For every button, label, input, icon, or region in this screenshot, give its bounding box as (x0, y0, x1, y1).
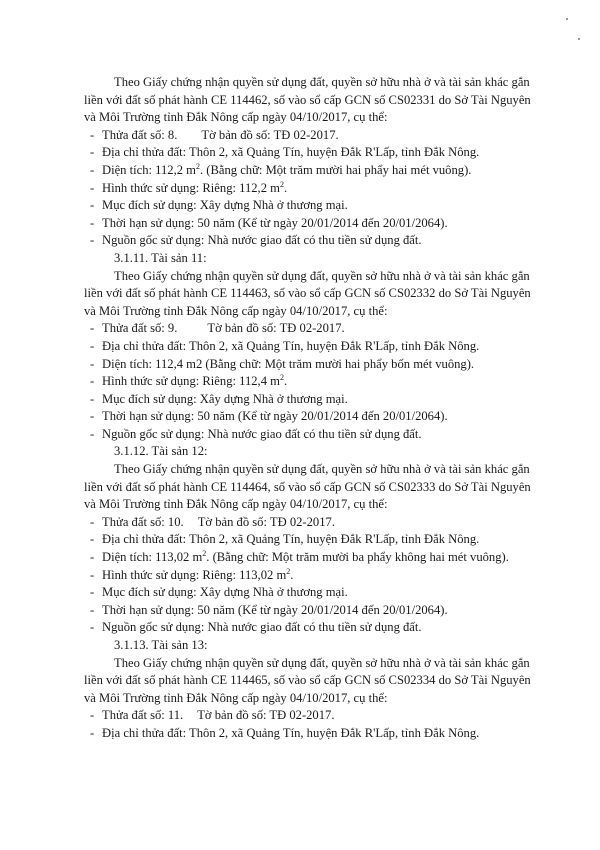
parcel-address: Địa chỉ thửa đất: Thôn 2, xã Quảng Tín, huyện Đắk R'Lấp, tỉnh Đắk Nông. (102, 338, 480, 353)
origin-bullet (84, 426, 524, 444)
term-bullet (84, 215, 524, 233)
certificate-line: Theo Giấy chứng nhận quyền sử dụng đất, quyền sở hữu nhà ở và tài sản khác gắn (114, 75, 530, 89)
parcel-number: Thửa đất số: 9. (102, 321, 178, 336)
usage-origin: Nguồn gốc sử dụng: Nhà nước giao đất có thu tiền sử dụng đất. (102, 426, 422, 441)
bullet-dash: - (90, 585, 95, 600)
bullet-dash: - (90, 409, 95, 424)
usage-form-bullet (84, 567, 524, 585)
parcel-bullet (84, 320, 524, 338)
usage-origin: Nguồn gốc sử dụng: Nhà nước giao đất có thu tiền sử dụng đất. (102, 233, 422, 248)
purpose-bullet (84, 584, 524, 602)
asset-section-11 (84, 250, 531, 444)
usage-form: Hình thức sử dụng: Riêng: 112,4 m (102, 374, 280, 389)
usage-end: . (283, 180, 288, 195)
area-in-words: . (Bằng chữ: Một trăm mười ba phẩy không hai mét vuông). (206, 550, 509, 565)
usage-end: . (283, 374, 288, 389)
bullet-dash: - (90, 567, 95, 582)
bullet-dash: - (90, 391, 95, 406)
bullet-dash: - (90, 725, 95, 740)
usage-purpose: Mục đích sử dụng: Xây dựng Nhà ở thương mại. (102, 585, 348, 600)
usage-term: Thời hạn sử dụng: 50 năm (Kể từ ngày 20/01/2014 đến 20/01/2064). (102, 215, 448, 230)
address-bullet (84, 725, 524, 743)
certificate-line: và Môi Trường tỉnh Đắk Nông cấp ngày 04/10/2017, cụ thể: (84, 110, 388, 125)
area-superscript: 2 (202, 548, 207, 558)
map-sheet: Tờ bản đồ số: TĐ 02-2017. (207, 321, 345, 336)
usage-form: Hình thức sử dụng: Riêng: 113,02 m (102, 567, 287, 582)
parcel-address: Địa chỉ thửa đất: Thôn 2, xã Quảng Tín, huyện Đắk R'Lấp, tỉnh Đắk Nông. (102, 145, 480, 160)
section-heading: 3.1.12. Tài sản 12: (114, 444, 208, 459)
bullet-dash: - (90, 426, 95, 441)
area-bullet (84, 549, 524, 567)
usage-origin: Nguồn gốc sử dụng: Nhà nước giao đất có thu tiền sử dụng đất. (102, 620, 422, 635)
map-sheet: Tờ bản đồ số: TĐ 02-2017. (197, 514, 335, 529)
purpose-bullet (84, 391, 524, 409)
bullet-dash: - (90, 550, 95, 565)
scan-speck (566, 18, 568, 20)
parcel-bullet (84, 127, 524, 145)
origin-bullet (84, 232, 524, 250)
certificate-line: liền với đất số phát hành CE 114464, số vào sổ cấp GCN số CS02333 do Sở Tài Nguyên (84, 479, 531, 494)
certificate-line: Theo Giấy chứng nhận quyền sử dụng đất, quyền sở hữu nhà ở và tài sản khác gắn (114, 655, 530, 670)
usage-purpose: Mục đích sử dụng: Xây dựng Nhà ở thương mại. (102, 391, 348, 406)
usage-form-bullet (84, 373, 524, 391)
area-in-words: . (Bằng chữ: Một trăm mười hai phẩy hai mét vuông). (199, 162, 472, 177)
certificate-line: và Môi Trường tỉnh Đắk Nông cấp ngày 04/10/2017, cụ thể: (84, 303, 388, 318)
usage-superscript: 2 (279, 372, 284, 382)
parcel-address: Địa chỉ thửa đất: Thôn 2, xã Quảng Tín, huyện Đắk R'Lấp, tỉnh Đắk Nông. (102, 532, 480, 547)
parcel-bullet (84, 707, 524, 725)
bullet-dash: - (90, 321, 95, 336)
parcel-bullet (84, 514, 524, 532)
usage-term: Thời hạn sử dụng: 50 năm (Kể từ ngày 20/01/2014 đến 20/01/2064). (102, 409, 448, 424)
bullet-dash: - (90, 374, 95, 389)
certificate-line: Theo Giấy chứng nhận quyền sử dụng đất, quyền sở hữu nhà ở và tài sản khác gắn (114, 268, 530, 283)
term-bullet (84, 602, 524, 620)
certificate-line: liền với đất số phát hành CE 114465, số vào sổ cấp GCN số CS02334 do Sở Tài Nguyên (84, 673, 531, 688)
asset-section-12 (84, 443, 531, 637)
bullet-dash: - (90, 602, 95, 617)
certificate-line: Theo Giấy chứng nhận quyền sử dụng đất, quyền sở hữu nhà ở và tài sản khác gắn (114, 462, 530, 477)
area-value: Diện tích: 113,02 m (102, 550, 203, 565)
certificate-line: và Môi Trường tỉnh Đắk Nông cấp ngày 04/10/2017, cụ thể: (84, 690, 388, 705)
bullet-dash: - (90, 180, 95, 195)
term-bullet (84, 408, 524, 426)
usage-form-bullet (84, 180, 524, 198)
area-bullet (84, 162, 524, 180)
usage-form: Hình thức sử dụng: Riêng: 112,2 m (102, 180, 280, 195)
address-bullet (84, 338, 524, 356)
map-sheet: Tờ bản đồ số: TĐ 02-2017. (197, 708, 335, 723)
certificate-line: liền với đất số phát hành CE 114463, số vào sổ cấp GCN số CS02332 do Sở Tài Nguyên (84, 286, 531, 301)
bullet-dash: - (90, 620, 95, 635)
address-bullet (84, 531, 524, 549)
map-sheet: Tờ bản đồ số: TĐ 02-2017. (201, 127, 339, 142)
bullet-dash: - (90, 233, 95, 248)
bullet-dash: - (90, 338, 95, 353)
bullet-dash: - (90, 127, 95, 142)
asset-section-10 (84, 74, 531, 250)
parcel-address: Địa chỉ thửa đất: Thôn 2, xã Quảng Tín, huyện Đắk R'Lấp, tỉnh Đắk Nông. (102, 725, 480, 740)
section-heading: 3.1.13. Tài sản 13: (114, 638, 208, 652)
certificate-line: và Môi Trường tỉnh Đắk Nông cấp ngày 04/10/2017, cụ thể: (84, 497, 388, 512)
area-superscript: 2 (195, 161, 200, 171)
bullet-dash: - (90, 514, 95, 529)
document-body (84, 74, 531, 743)
bullet-dash: - (90, 708, 95, 723)
usage-end: . (290, 567, 294, 582)
usage-superscript: 2 (279, 179, 284, 189)
asset-section-13 (84, 637, 531, 743)
certificate-line: liền với đất số phát hành CE 114462, số vào sổ cấp GCN số CS02331 do Sở Tài Nguyên (84, 92, 531, 107)
origin-bullet (84, 619, 524, 637)
bullet-dash: - (90, 356, 95, 371)
parcel-number: Thửa đất số: 11. (102, 708, 184, 723)
bullet-dash: - (90, 532, 95, 547)
usage-term: Thời hạn sử dụng: 50 năm (Kể từ ngày 20/01/2014 đến 20/01/2064). (102, 602, 448, 617)
bullet-dash: - (90, 162, 95, 177)
area-value: Diện tích: 112,4 m2 (Bằng chữ: Một trăm mười hai phẩy bốn mét vuông). (102, 356, 475, 371)
purpose-bullet (84, 197, 524, 215)
area-value: Diện tích: 112,2 m (102, 162, 196, 177)
usage-superscript: 2 (286, 566, 291, 576)
address-bullet (84, 144, 524, 162)
bullet-dash: - (90, 215, 95, 230)
usage-purpose: Mục đích sử dụng: Xây dựng Nhà ở thương mại. (102, 198, 348, 213)
parcel-number: Thửa đất số: 8. (102, 127, 178, 142)
area-bullet (84, 356, 524, 374)
parcel-number: Thửa đất số: 10. (102, 514, 184, 529)
section-heading: 3.1.11. Tài sản 11: (114, 250, 207, 265)
bullet-dash: - (90, 198, 95, 213)
scan-speck (578, 38, 580, 40)
bullet-dash: - (90, 145, 95, 160)
